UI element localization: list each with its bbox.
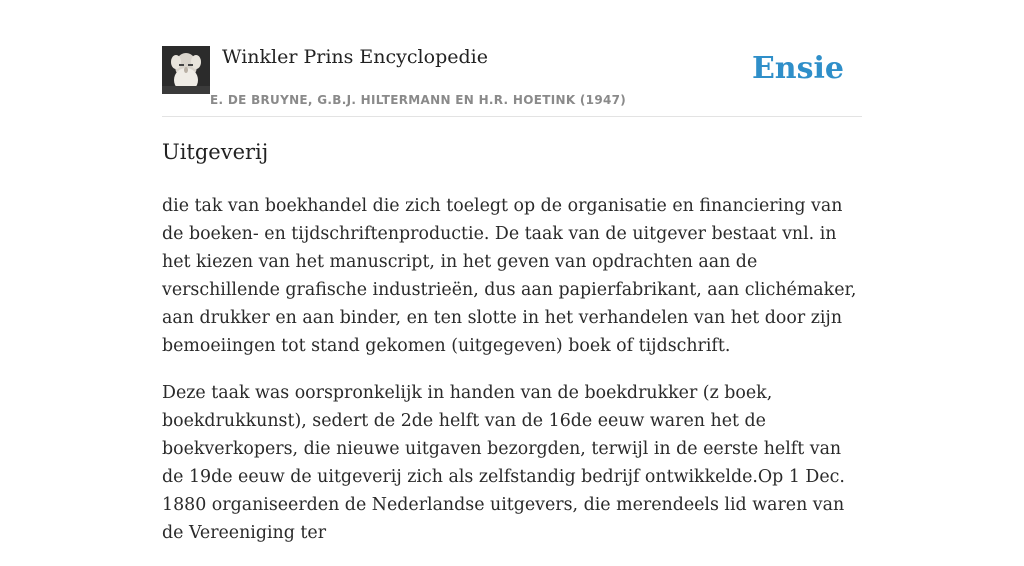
article-body [162,192,868,566]
article-paragraph: Deze taak was oorspronkelijk in handen van de boekdrukker (z boek, boekdrukkunst), sedert de 2de helft van de 16de eeuw waren het de boekverkopers, die nieuwe uitgaven bezorgden, terwijl in de eerste helft van de 19de eeuw de uitgeverij zich als zelfstandig bedrijf ontwikkelde.Op 1 Dec. 1880 organiseerden de Nederlandse uitgevers, die merendeels lid waren van de Vereeniging ter [162,383,845,543]
article-title: Uitgeverij [162,140,269,164]
source-title[interactable]: Winkler Prins Encyclopedie [222,46,488,68]
author-portrait-icon [162,46,210,94]
source-header [162,46,862,117]
article-paragraph: die tak van boekhandel die zich toelegt op de organisatie en financiering van de boeken- en tijdschriftenproductie. De taak van de uitgever bestaat vnl. in het kiezen van het manuscript, in het geven van opdrachten aan de verschillende grafische industrieën, dus aan papierfabrikant, aan clichémaker, aan drukker en aan binder, en ten slotte in het verhandelen van het door zijn bemoeiingen tot stand gekomen (uitgegeven) boek of tijdschrift. [162,196,857,356]
authors-line: E. DE BRUYNE, G.B.J. HILTERMANN EN H.R. HOETINK (1947) [210,93,627,107]
brand-logo-link[interactable]: Ensie [751,51,844,86]
